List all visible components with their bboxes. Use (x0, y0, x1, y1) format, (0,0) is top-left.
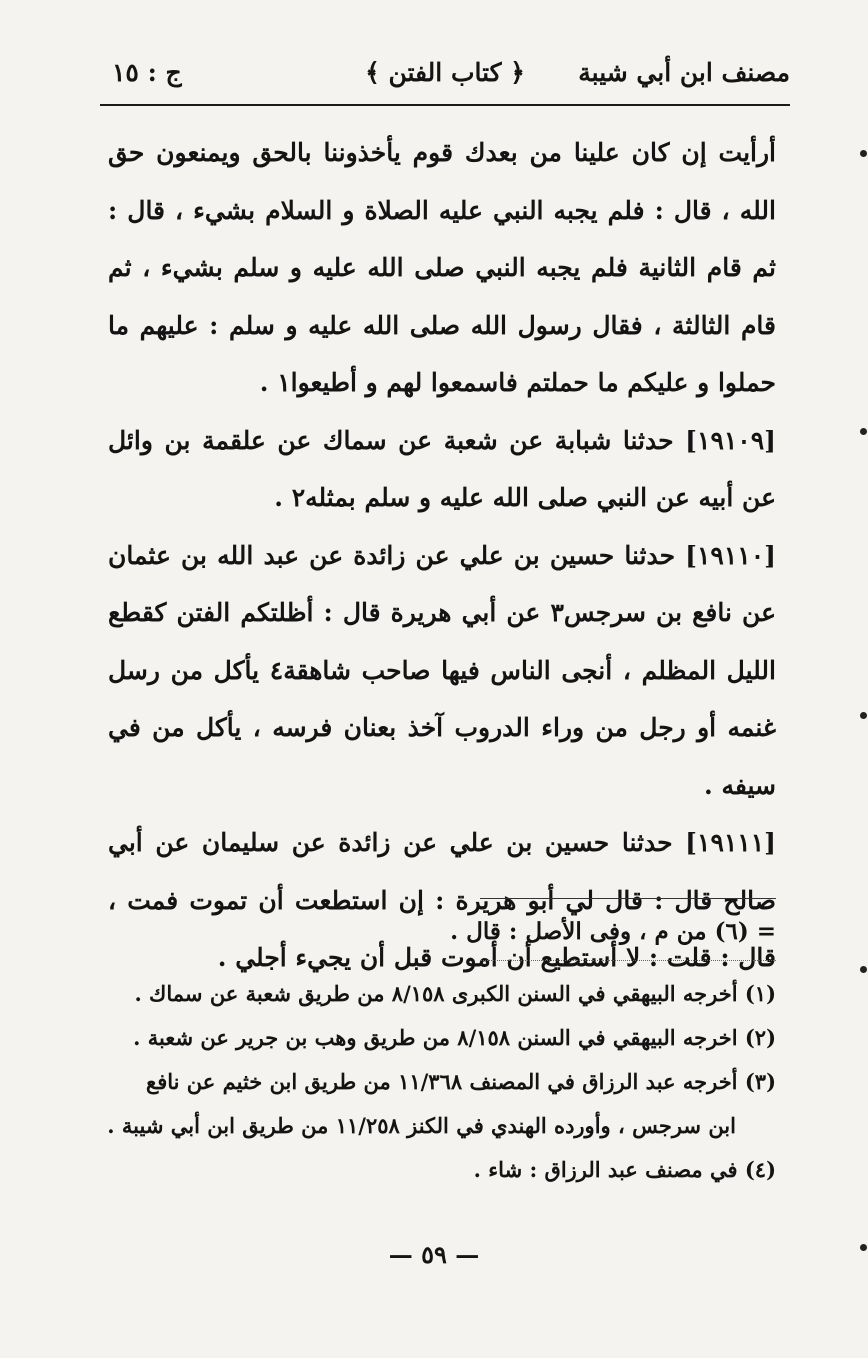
margin-mark (860, 712, 867, 719)
hadith-text: حدثنا حسين بن علي عن زائدة عن عبد الله بن عثمان عن نافع بن سرجس٣ عن أبي هريرة قال : أظلتكم الفتن كقطع الليل المظلم ، أنجى الناس فيها صاحب شاهقة٤ يأكل من رسل غنمه أو رجل من وراء الدروب آخذ بعنان فرسه ، يأكل من في سيفه . (108, 540, 776, 800)
hadith-text: حدثنا شبابة عن شعبة عن سماك عن علقمة بن وائل عن أبيه عن النبي صلى الله عليه و سلم بمثله٢ . (108, 425, 776, 512)
page-number: — ٥٩ — (388, 1240, 480, 1269)
page-header (100, 50, 790, 106)
hadith-number: [١٩١١١] (685, 828, 776, 857)
hadith-text: حدثنا حسين بن علي عن زائدة عن سليمان عن أبي صالح قال : قال لي أبو هريرة : إن استطعت أن تموت فمت ، قال : قلت : لا أستطيع أن أموت قبل أن يجيء أجلي . (108, 828, 776, 972)
footnote-separator (480, 898, 776, 899)
hadith-19110 (108, 527, 776, 815)
footnote-3: (٣) أخرجه عبد الرزاق في المصنف ١١/٣٦٨ من طريق ابن خثيم عن نافع (146, 1069, 776, 1094)
footnote-4: (٤) في مصنف عبد الرزاق : شاء . (473, 1157, 776, 1182)
margin-mark (860, 966, 867, 973)
margin-mark (860, 150, 867, 157)
carried-footnote: = (٦) من م ، وفى الأصل : قال . (450, 918, 776, 945)
margin-mark (860, 428, 867, 435)
footnote-divider (480, 960, 776, 961)
hadith-number: [١٩١٠٩] (685, 425, 776, 455)
footnotes (100, 972, 776, 1192)
paragraph-continuation: أرأيت إن كان علينا من بعدك قوم يأخذوننا بالحق ويمنعون حق الله ، قال : فلم يجبه النبي عليه الصلاة و السلام بشيء ، قال : ثم قام الثانية فلم يجبه النبي صلى الله عليه و سلم بشيء ، ثم قام الثالثة ، فقال رسول الله صلى الله عليه و سلم : عليهم ما حملوا و عليكم ما حملتم فاسمعوا لهم و أطيعوا١ . (108, 138, 776, 397)
chapter-title: ﴿ كتاب الفتن ﴾ (365, 58, 525, 87)
footnote-1: (١) أخرجه البيهقي في السنن الكبرى ٨/١٥٨ من طريق شعبة عن سماك . (134, 981, 776, 1006)
footnote-3-continuation: ابن سرجس ، وأورده الهندي في الكنز ١١/٢٥٨ من طريق ابن أبي شيبة . (107, 1113, 736, 1138)
margin-mark (860, 1244, 867, 1251)
hadith-number: [١٩١١٠] (685, 540, 776, 570)
main-text (108, 124, 776, 987)
hadith-19109 (108, 412, 776, 527)
book-title: مصنف ابن أبي شيبة (578, 58, 790, 87)
footnote-2: (٢) اخرجه البيهقي في السنن ٨/١٥٨ من طريق وهب بن جرير عن شعبة . (133, 1025, 776, 1050)
volume-number: ج : ١٥ (112, 58, 182, 87)
